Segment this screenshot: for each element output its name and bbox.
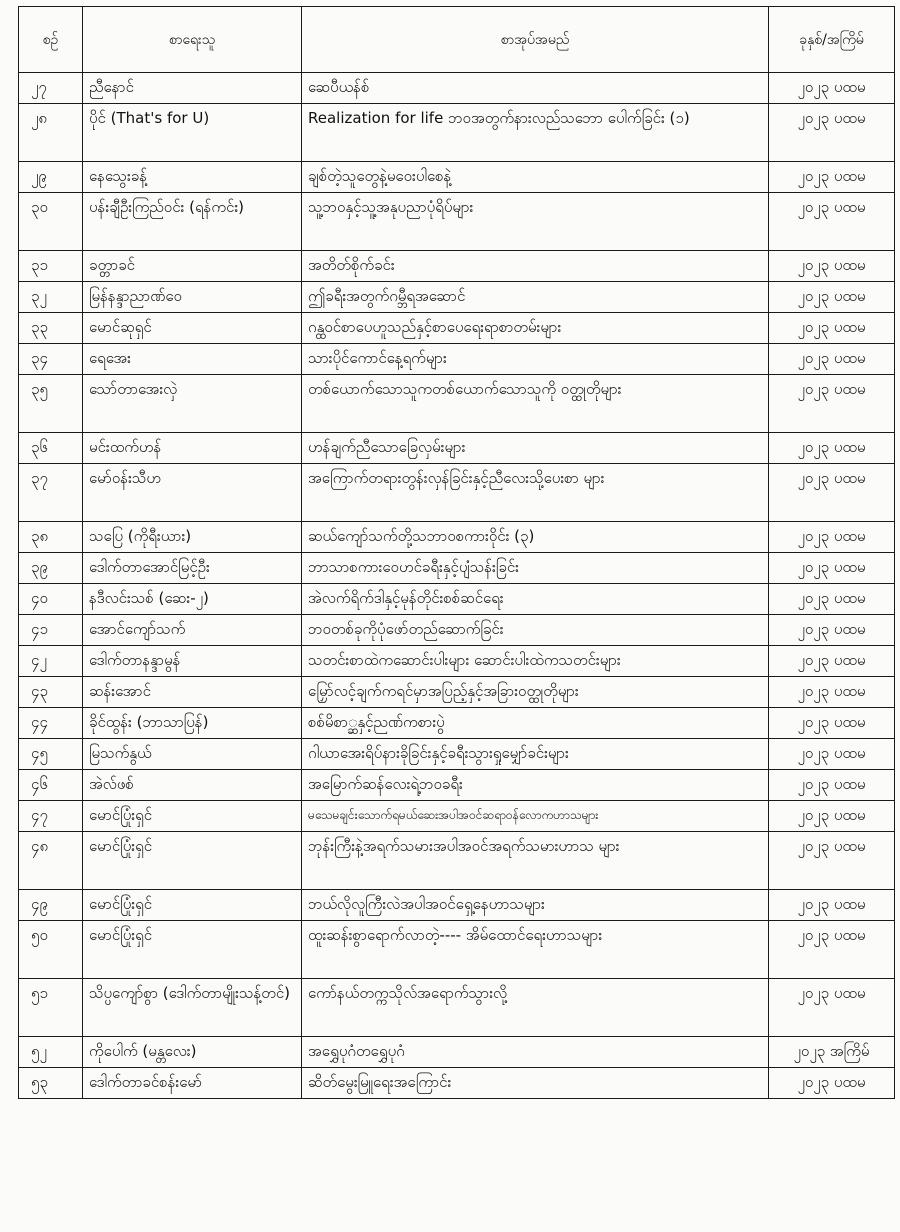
row-title: ဘဝတစ်ခုကိုပုံဖော်တည်ဆောက်ခြင်း [302, 615, 769, 646]
row-title: ဤခရီးအတွက်ဂမ္ဘီရအဆောင် [302, 282, 769, 313]
row-edition: ၂၀၂၃ ပထမ [769, 162, 895, 193]
row-edition: ၂၀၂၃ ပထမ [769, 553, 895, 584]
row-no: ၂၇ [19, 73, 83, 104]
row-author: မောင်ပြုံးရှင် [83, 801, 302, 832]
row-title: စစ်မိစာ္ဆနှင့်ညဏ်ကစားပွဲ [302, 708, 769, 739]
row-title: တစ်ယောက်သောသူကတစ်ယောက်သောသူကို ဝတ္ထုတိုများ [302, 375, 769, 433]
row-no: ၃၃ [19, 313, 83, 344]
row-no: ၄၃ [19, 677, 83, 708]
row-no: ၄၄ [19, 708, 83, 739]
table-row [19, 522, 895, 553]
row-no: ၂၉ [19, 162, 83, 193]
row-title: မြှော်လင့်ချက်ကရင်မှာအပြည့်နှင့်အခြားဝတ္ထုတိုများ [302, 677, 769, 708]
table-row [19, 770, 895, 801]
table-row [19, 433, 895, 464]
row-edition: ၂၀၂၃ ပထမ [769, 979, 895, 1037]
row-edition: ၂၀၂၃ ပထမ [769, 708, 895, 739]
table-row [19, 344, 895, 375]
row-edition: ၂၀၂၃ ပထမ [769, 832, 895, 890]
row-edition: ၂၀၂၃ ပထမ [769, 251, 895, 282]
row-author: အဲလ်ဖစ် [83, 770, 302, 801]
row-title: သတင်းစာထဲကဆောင်းပါးများ ဆောင်းပါးထဲကသတင်းများ [302, 646, 769, 677]
row-author: သပြေ (ကိုရီးယား) [83, 522, 302, 553]
row-edition: ၂၀၂၃ ပထမ [769, 801, 895, 832]
row-no: ၄၈ [19, 832, 83, 890]
row-author: ညီနောင် [83, 73, 302, 104]
row-title: မသေမချင်းသောက်ရမယ်ဆေးအပါအဝင်ဆရာဝန်လောကဟာသများ [302, 801, 769, 832]
table-row [19, 615, 895, 646]
row-no: ၄၉ [19, 890, 83, 921]
row-author: မင်းထက်ဟန် [83, 433, 302, 464]
row-author: ပိုင် (That's for U) [83, 104, 302, 162]
table-row [19, 677, 895, 708]
table-row [19, 979, 895, 1037]
row-author: မောင်ပြုံးရှင် [83, 832, 302, 890]
row-author: ဒေါက်တာခင်စန်းမော် [83, 1068, 302, 1099]
table-header-row [19, 7, 895, 73]
header-title: စာအုပ်အမည် [302, 7, 769, 73]
row-author: နဒီလင်းသစ် (ဆေး-၂) [83, 584, 302, 615]
row-no: ၄၇ [19, 801, 83, 832]
row-author: သော်တာအေးလှဲ [83, 375, 302, 433]
row-title: ထူးဆန်းစွာရောက်လာတဲ့---- အိမ်ထောင်ရေးဟာသများ [302, 921, 769, 979]
row-no: ၅၁ [19, 979, 83, 1037]
row-no: ၃၁ [19, 251, 83, 282]
row-title: ဘယ်လိုလူကြီးလဲအပါအဝင်ရှေ့နေဟာသများ [302, 890, 769, 921]
row-author: နေသွေးခန့် [83, 162, 302, 193]
row-title: အတိတ်စိုက်ခင်း [302, 251, 769, 282]
row-author: သိပ္ပကျော်စွာ (ဒေါက်တာမျိုးသန့်တင်) [83, 979, 302, 1037]
row-no: ၃၉ [19, 553, 83, 584]
row-author: ဒေါက်တာအောင်မြင့်ဦး [83, 553, 302, 584]
table-row [19, 708, 895, 739]
row-title: ဆယ်ကျော်သက်တို့သဘာဝစကားဝိုင်း (၃) [302, 522, 769, 553]
row-edition: ၂၀၂၃ ပထမ [769, 677, 895, 708]
table-row [19, 104, 895, 162]
table-row [19, 584, 895, 615]
row-title: ကော်နယ်တက္ကသိုလ်အရောက်သွားလို့ [302, 979, 769, 1037]
row-no: ၄၆ [19, 770, 83, 801]
row-no: ၄၁ [19, 615, 83, 646]
row-author: အောင်ကျော်သက် [83, 615, 302, 646]
row-author: ဒေါက်တာနန္ဒာမွန် [83, 646, 302, 677]
row-author: မောင်ဆုရှင် [83, 313, 302, 344]
row-author: ခတ္တာခင် [83, 251, 302, 282]
row-author: ကိုပေါက် (မန္တလေး) [83, 1037, 302, 1068]
row-author: မောင်ပြုံးရှင် [83, 921, 302, 979]
row-no: ၅၃ [19, 1068, 83, 1099]
row-edition: ၂၀၂၃ ပထမ [769, 433, 895, 464]
row-no: ၄၅ [19, 739, 83, 770]
row-no: ၃၇ [19, 464, 83, 522]
header-edition: ခုနှစ်/အကြိမ် [769, 7, 895, 73]
row-title: အဲလက်ရိက်ဒါနှင့်မုန်တိုင်းစစ်ဆင်ရေး [302, 584, 769, 615]
row-no: ၅၀ [19, 921, 83, 979]
row-edition: ၂၀၂၃ ပထမ [769, 375, 895, 433]
table-row [19, 1068, 895, 1099]
row-no: ၃၈ [19, 522, 83, 553]
table-row [19, 73, 895, 104]
row-title: ဆေပီယန်စ် [302, 73, 769, 104]
table-row [19, 251, 895, 282]
row-edition: ၂၀၂၃ ပထမ [769, 73, 895, 104]
row-title: ဘုန်းကြီးနဲ့အရက်သမားအပါအဝင်အရက်သမားဟာသ များ [302, 832, 769, 890]
row-edition: ၂၀၂၃ ပထမ [769, 104, 895, 162]
row-edition: ၂၀၂၃ ပထမ [769, 584, 895, 615]
row-title: အကြောက်တရားတွန်းလှန်ခြင်းနှင့်ညီလေးသို့ပေးစာ များ [302, 464, 769, 522]
row-title: ဘာသာစကားဝေဟင်ခရီးနှင့်ပျံသန်းခြင်း [302, 553, 769, 584]
row-edition: ၂၀၂၃ ပထမ [769, 282, 895, 313]
row-edition: ၂၀၂၃ ပထမ [769, 1068, 895, 1099]
row-edition: ၂၀၂၃ ပထမ [769, 770, 895, 801]
row-no: ၂၈ [19, 104, 83, 162]
row-edition: ၂၀၂၃ ပထမ [769, 344, 895, 375]
row-author: ခိုင်ထွန်း (ဘာသာပြန်) [83, 708, 302, 739]
row-edition: ၂၀၂၃ ပထမ [769, 193, 895, 251]
row-title: ဟန်ချက်ညီသောခြေလှမ်းများ [302, 433, 769, 464]
row-no: ၄၂ [19, 646, 83, 677]
row-no: ၃၄ [19, 344, 83, 375]
table-row [19, 162, 895, 193]
row-edition: ၂၀၂၃ ပထမ [769, 615, 895, 646]
row-title: ဂါယာအေးရိပ်နားခိုခြင်းနှင့်ခရီးသွားရှုမျှော်ခင်းများ [302, 739, 769, 770]
row-edition: ၂၀၂၃ ပထမ [769, 739, 895, 770]
row-author: မော်ဝန်းသီဟ [83, 464, 302, 522]
row-edition: ၂၀၂၃ ပထမ [769, 890, 895, 921]
table-row [19, 921, 895, 979]
row-title: သူ့ဘဝနှင့်သူ့အနုပညာပုံရိပ်များ [302, 193, 769, 251]
row-title: ဆိတ်မွေးမြူရေးအကြောင်း [302, 1068, 769, 1099]
row-no: ၅၂ [19, 1037, 83, 1068]
row-title: သားပိုင်ကောင်နေ့ရက်များ [302, 344, 769, 375]
row-author: မြန်နန္ဒာညာဏ်ဝေ [83, 282, 302, 313]
row-title: ဂန္ထဝင်စာပေဟူသည်နှင့်စာပေရေးရာစာတမ်းများ [302, 313, 769, 344]
book-list-table [18, 6, 895, 1099]
header-no: စဉ် [19, 7, 83, 73]
table-row [19, 313, 895, 344]
row-author: မောင်ပြုံးရှင် [83, 890, 302, 921]
table-row [19, 282, 895, 313]
row-no: ၃၆ [19, 433, 83, 464]
table-row [19, 832, 895, 890]
table-row [19, 801, 895, 832]
table-row [19, 553, 895, 584]
row-no: ၃၀ [19, 193, 83, 251]
table-row [19, 193, 895, 251]
row-edition: ၂၀၂၃ ပထမ [769, 921, 895, 979]
table-row [19, 375, 895, 433]
row-author: ပန်းချီဦးကြည်ဝင်း (ရန်ကင်း) [83, 193, 302, 251]
row-title: Realization for life ဘဝအတွက်နားလည်သဘော ပေါက်ခြင်း (၁) [302, 104, 769, 162]
row-no: ၃၂ [19, 282, 83, 313]
row-no: ၃၅ [19, 375, 83, 433]
row-title: အမြောက်ဆန်လေးရဲ့ဘဝခရီး [302, 770, 769, 801]
row-author: မြသက်နွယ် [83, 739, 302, 770]
table-row [19, 739, 895, 770]
row-no: ၄၀ [19, 584, 83, 615]
table-row [19, 1037, 895, 1068]
row-title: ချစ်တဲ့သူတွေနဲ့မဝေးပါစေနဲ့ [302, 162, 769, 193]
table-row [19, 464, 895, 522]
table-row [19, 890, 895, 921]
row-edition: ၂၀၂၃ ပထမ [769, 522, 895, 553]
table-row [19, 646, 895, 677]
header-author: စာရေးသူ [83, 7, 302, 73]
row-edition: ၂၀၂၃ ပထမ [769, 313, 895, 344]
row-author: ရေအေး [83, 344, 302, 375]
row-edition: ၂၀၂၃ အကြိမ် [769, 1037, 895, 1068]
row-edition: ၂၀၂၃ ပထမ [769, 646, 895, 677]
row-title: အရွှေပုဂံတရွှေပုဂံ [302, 1037, 769, 1068]
row-author: ဆန်းအောင် [83, 677, 302, 708]
row-edition: ၂၀၂၃ ပထမ [769, 464, 895, 522]
